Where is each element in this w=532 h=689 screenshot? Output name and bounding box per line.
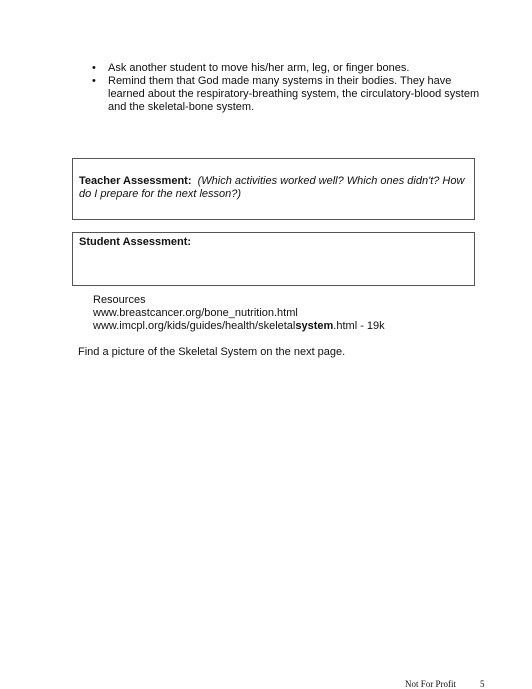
resource-link-imcpl-suffix: .html - 19k xyxy=(333,320,385,332)
student-assessment-label: Student Assessment: xyxy=(79,236,192,248)
activity-bullet-list xyxy=(92,62,487,114)
resource-link-imcpl-bold: system xyxy=(295,320,334,332)
bullet-marker: • xyxy=(92,62,96,74)
teacher-assessment-prompt: (Which activities worked well? Which ones didn't? How do I prepare for the next lesson?) xyxy=(79,175,465,200)
resources-heading: Resources xyxy=(93,294,146,306)
resource-link-breastcancer: www.breastcancer.org/bone_nutrition.html xyxy=(93,307,298,319)
resource-link-imcpl xyxy=(93,320,385,333)
teacher-assessment-box xyxy=(72,158,475,220)
bullet-marker: • xyxy=(92,75,96,87)
page-number: 5 xyxy=(480,679,485,689)
resources-section xyxy=(93,294,385,333)
teacher-assessment-label: Teacher Assessment: xyxy=(79,175,192,187)
list-item xyxy=(92,75,487,114)
next-page-note: Find a picture of the Skeletal System on the next page. xyxy=(78,346,346,358)
resource-link-imcpl-prefix: www.imcpl.org/kids/guides/health/skeletal xyxy=(93,320,296,332)
list-item xyxy=(92,62,487,75)
bullet-text-body-systems: Remind them that God made many systems in their bodies. They have learned about the respiratory-breathing system, the circulatory-blood system and the skeletal-bone system. xyxy=(108,75,480,113)
bullet-text-move-bones: Ask another student to move his/her arm, leg, or finger bones. xyxy=(108,62,410,74)
footer-text: Not For Profit xyxy=(405,679,457,689)
student-assessment-box xyxy=(72,232,475,286)
